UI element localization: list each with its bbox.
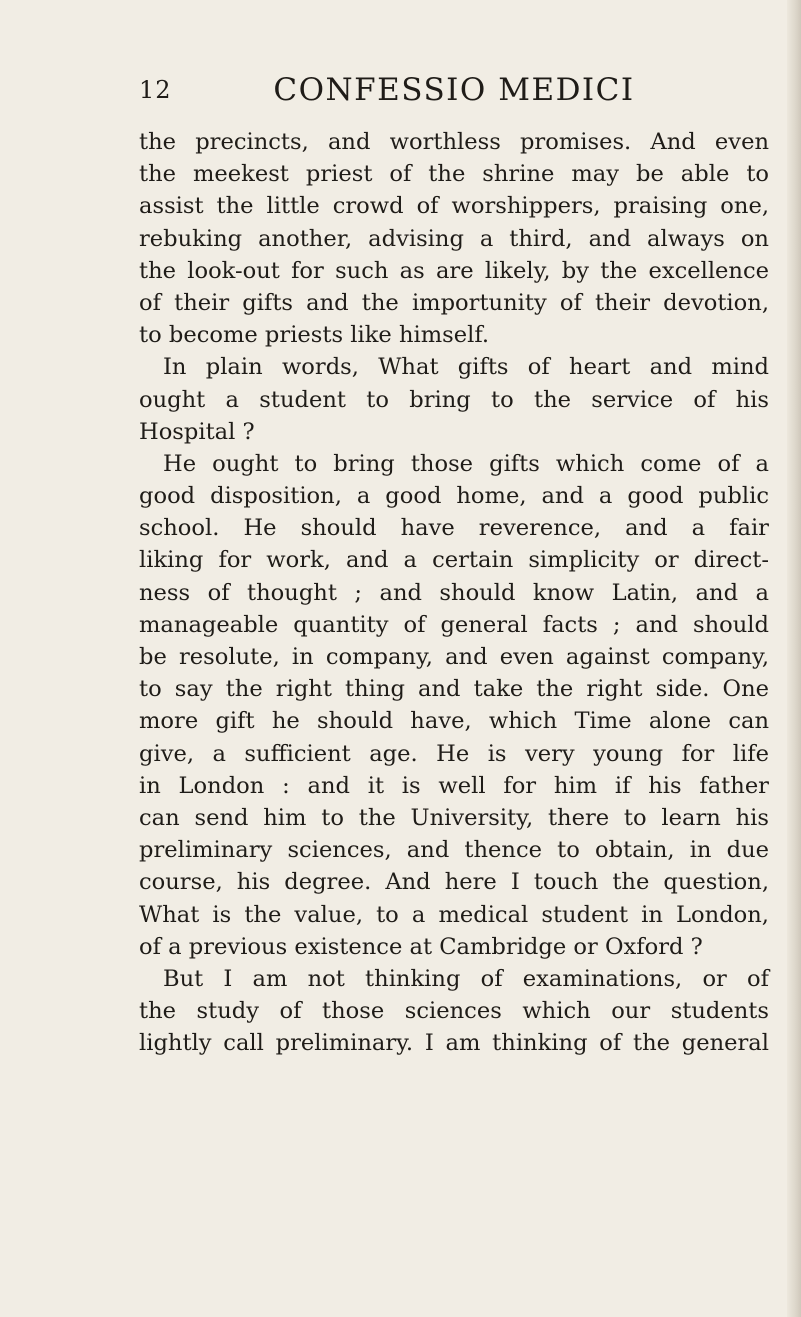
text-line: good disposition, a good home, and a good public [139, 483, 769, 510]
text-line: course, his degree. And here I touch the question, [139, 869, 769, 896]
text-line: In plain words, What gifts of heart and mind [163, 354, 769, 381]
text-line: can send him to the University, there to learn his [139, 804, 769, 831]
text-line: ness of thought ; and should know Latin, and a [139, 579, 769, 606]
page-edge-shadow [787, 0, 801, 1317]
body-text [139, 126, 769, 1059]
text-line: give, a sufficient age. He is very young for life [139, 740, 769, 767]
text-line: rebuking another, advising a third, and always on [139, 225, 769, 252]
text-line: What is the value, to a medical student in London, [139, 901, 769, 928]
text-line: assist the little crowd of worshippers, praising one, [139, 193, 769, 220]
text-line: ought a student to bring to the service of his [139, 386, 769, 413]
text-line: to become priests like himself. [139, 322, 490, 349]
text-line: school. He should have reverence, and a fair [139, 515, 769, 542]
text-line: the meekest priest of the shrine may be able to [139, 161, 769, 188]
text-line: more gift he should have, which Time alone can [139, 708, 769, 735]
text-line: liking for work, and a certain simplicity or direct- [139, 547, 769, 574]
text-line: to say the right thing and take the right side. One [139, 676, 769, 703]
text-line: the precincts, and worthless promises. And even [139, 129, 769, 155]
text-line: in London : and it is well for him if his father [139, 772, 769, 799]
text-line: He ought to bring those gifts which come of a [163, 450, 769, 477]
text-line: the look-out for such as are likely, by the excellence [139, 257, 769, 284]
text-line: lightly call preliminary. I am thinking of the general [139, 1030, 769, 1057]
text-line: of a previous existence at Cambridge or Oxford ? [139, 933, 703, 960]
running-title: CONFESSIO MEDICI [273, 72, 635, 108]
text-line: the study of those sciences which our students [139, 998, 769, 1025]
running-head [139, 74, 769, 108]
text-line: manageable quantity of general facts ; and should [139, 611, 769, 638]
text-line: be resolute, in company, and even against company, [139, 644, 769, 670]
text-line: But I am not thinking of examinations, or of [163, 965, 769, 992]
page-number: 12 [139, 76, 172, 104]
text-line: of their gifts and the importunity of their devotion, [139, 289, 769, 316]
text-line: Hospital ? [139, 418, 255, 445]
text-line: preliminary sciences, and thence to obtain, in due [139, 837, 769, 864]
